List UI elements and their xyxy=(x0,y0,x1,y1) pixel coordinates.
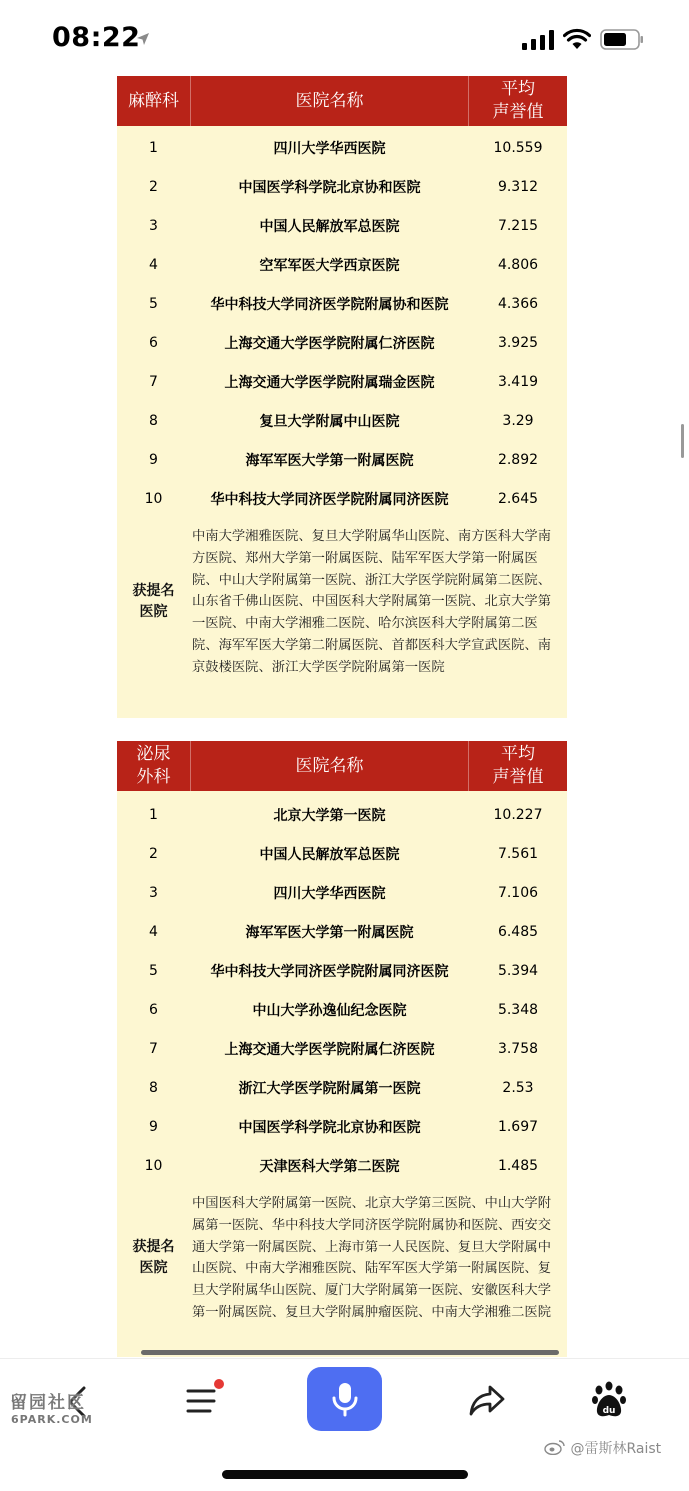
hospital-name-header xyxy=(190,76,469,126)
hospital-cell: 中山大学孙逸仙纪念医院 xyxy=(252,1002,407,1019)
table-row xyxy=(117,834,567,873)
site-watermark-url: 6PARK.COM xyxy=(11,1413,93,1426)
hospital-cell: 华中科技大学同济医学院附属同济医院 xyxy=(210,491,449,508)
rank-cell: 8 xyxy=(149,412,158,429)
nominated-hospitals-text: 中国医科大学附属第一医院、北京大学第三医院、中山大学附属第一医院、华中科技大学同济医学院附属协和医院、西安交通大学第一附属医院、上海市第一人民医院、复旦大学附属中山医院、中南大学湘雅医院、陆军军医大学第一附属医院、复旦大学附属华山医院、厦门大学附属第一医院、安徽医科大学第一附属医院、复旦大学附属肿瘤医院、中南大学湘雅二医院 xyxy=(192,1196,552,1320)
rank-cell: 10 xyxy=(144,490,163,507)
score-cell: 3.29 xyxy=(502,412,534,429)
hospital-cell: 浙江大学医学院附属第一医院 xyxy=(238,1080,421,1097)
weibo-icon xyxy=(544,1439,566,1455)
score-header xyxy=(469,741,567,791)
table-row xyxy=(117,951,567,990)
hospital-cell: 海军军医大学第一附属医院 xyxy=(245,452,414,469)
department-label: 泌尿 外科 xyxy=(136,744,171,787)
rank-cell: 10 xyxy=(144,1157,163,1174)
hospital-cell: 复旦大学附属中山医院 xyxy=(259,413,400,430)
urology-ranking-table xyxy=(117,741,567,1357)
rank-cell: 4 xyxy=(149,923,158,940)
hospital-cell: 华中科技大学同济医学院附属协和医院 xyxy=(210,296,449,313)
site-watermark: 留园社区 xyxy=(10,1393,86,1413)
hospital-name-header-label: 医院名称 xyxy=(295,90,364,111)
rank-cell: 3 xyxy=(149,884,158,901)
rank-cell: 6 xyxy=(149,1001,158,1018)
rank-cell: 5 xyxy=(149,295,158,312)
score-cell: 2.892 xyxy=(497,451,539,468)
score-header-label: 平均 声誉值 xyxy=(492,79,544,122)
home-indicator[interactable] xyxy=(222,1470,468,1479)
table-header xyxy=(117,741,567,791)
share-icon[interactable] xyxy=(468,1383,506,1417)
score-cell: 5.394 xyxy=(497,962,539,979)
rank-cell: 7 xyxy=(149,1040,158,1057)
hospital-cell: 中国医学科学院北京协和医院 xyxy=(238,1119,421,1136)
rank-cell: 2 xyxy=(149,845,158,862)
cellular-signal-icon xyxy=(522,30,554,50)
table-row xyxy=(117,873,567,912)
hospital-cell: 四川大学华西医院 xyxy=(273,885,386,902)
rank-cell: 9 xyxy=(149,1118,158,1135)
table-row xyxy=(117,323,567,362)
battery-icon xyxy=(600,29,644,50)
hospital-cell: 华中科技大学同济医学院附属同济医院 xyxy=(210,963,449,980)
score-cell: 1.485 xyxy=(497,1157,539,1174)
rank-cell: 3 xyxy=(149,217,158,234)
score-cell: 2.645 xyxy=(497,490,539,507)
hospital-cell: 中国人民解放军总医院 xyxy=(259,218,400,235)
hospital-cell: 天津医科大学第二医院 xyxy=(259,1158,400,1175)
rank-cell: 1 xyxy=(149,806,158,823)
table-row xyxy=(117,362,567,401)
microphone-icon xyxy=(330,1381,360,1417)
table-row xyxy=(117,128,567,167)
author-watermark-text: @雷斯林Raist xyxy=(570,1441,662,1457)
score-cell: 4.806 xyxy=(497,256,539,273)
score-cell: 7.215 xyxy=(497,217,539,234)
author-watermark xyxy=(544,1438,661,1458)
rank-cell: 8 xyxy=(149,1079,158,1096)
table-row xyxy=(117,440,567,479)
rank-cell: 4 xyxy=(149,256,158,273)
hospital-cell: 上海交通大学医学院附属仁济医院 xyxy=(224,335,435,352)
score-cell: 5.348 xyxy=(497,1001,539,1018)
score-cell: 7.106 xyxy=(497,884,539,901)
table-row xyxy=(117,990,567,1029)
hospital-cell: 北京大学第一医院 xyxy=(273,807,386,824)
rank-cell: 5 xyxy=(149,962,158,979)
hospital-name-header xyxy=(190,741,469,791)
hospital-cell: 上海交通大学医学院附属瑞金医院 xyxy=(224,374,435,391)
nominated-hospitals-row xyxy=(117,526,567,679)
table-row xyxy=(117,1146,567,1185)
rank-cell: 7 xyxy=(149,373,158,390)
hospital-cell: 海军军医大学第一附属医院 xyxy=(245,924,414,941)
nominated-label: 获提名 医院 xyxy=(132,583,175,621)
hospital-cell: 四川大学华西医院 xyxy=(273,140,386,157)
table-row xyxy=(117,1068,567,1107)
table-row xyxy=(117,479,567,518)
table-row xyxy=(117,401,567,440)
rank-cell: 9 xyxy=(149,451,158,468)
wifi-icon xyxy=(563,28,591,50)
hospital-name-header-label: 医院名称 xyxy=(295,755,364,776)
location-arrow-icon xyxy=(136,32,150,46)
hospital-cell: 中国人民解放军总医院 xyxy=(259,846,400,863)
table-row xyxy=(117,1029,567,1068)
score-cell: 3.758 xyxy=(497,1040,539,1057)
baidu-icon[interactable] xyxy=(592,1381,626,1419)
score-header-label: 平均 声誉值 xyxy=(492,744,544,787)
score-cell: 2.53 xyxy=(502,1079,534,1096)
table-row xyxy=(117,167,567,206)
status-time: 08:22 xyxy=(52,22,141,53)
table-row xyxy=(117,1107,567,1146)
table-row xyxy=(117,284,567,323)
horizontal-scrollbar[interactable] xyxy=(141,1350,559,1355)
score-cell: 3.419 xyxy=(497,373,539,390)
hospital-cell: 空军军医大学西京医院 xyxy=(259,257,400,274)
score-cell: 1.697 xyxy=(497,1118,539,1135)
status-bar xyxy=(0,0,689,76)
notification-dot xyxy=(214,1379,224,1389)
score-cell: 7.561 xyxy=(497,845,539,862)
nominated-hospitals-row xyxy=(117,1193,567,1324)
department-label: 麻醉科 xyxy=(128,90,179,111)
department-header xyxy=(117,76,190,126)
score-cell: 4.366 xyxy=(497,295,539,312)
table-row xyxy=(117,245,567,284)
rank-cell: 1 xyxy=(149,139,158,156)
score-header xyxy=(469,76,567,126)
score-cell: 6.485 xyxy=(497,923,539,940)
table-row xyxy=(117,206,567,245)
table-row xyxy=(117,912,567,951)
score-cell: 3.925 xyxy=(497,334,539,351)
score-cell: 10.227 xyxy=(493,806,543,823)
nominated-label: 获提名 医院 xyxy=(132,1239,175,1277)
svg-text:du: du xyxy=(602,1406,616,1416)
rank-cell: 6 xyxy=(149,334,158,351)
vertical-scrollbar[interactable] xyxy=(681,424,684,458)
nominated-hospitals-text: 中南大学湘雅医院、复旦大学附属华山医院、南方医科大学南方医院、郑州大学第一附属医院、陆军军医大学第一附属医院、中山大学附属第一医院、浙江大学医学院附属第二医院、山东省千佛山医院、中国医科大学附属第一医院、北京大学第一医院、中南大学湘雅二医院、哈尔滨医科大学附属第二医院、海军军医大学第二附属医院、首都医科大学宣武医院、南京鼓楼医院、浙江大学医学院附属第一医院 xyxy=(192,529,552,675)
hospital-cell: 上海交通大学医学院附属仁济医院 xyxy=(224,1041,435,1058)
score-cell: 10.559 xyxy=(493,139,543,156)
menu-icon[interactable] xyxy=(186,1379,226,1419)
score-cell: 9.312 xyxy=(497,178,539,195)
table-row xyxy=(117,795,567,834)
hospital-cell: 中国医学科学院北京协和医院 xyxy=(238,179,421,196)
voice-search-button[interactable] xyxy=(307,1367,382,1431)
department-header xyxy=(117,741,190,791)
rank-cell: 2 xyxy=(149,178,158,195)
table-header xyxy=(117,76,567,126)
anesthesiology-ranking-table xyxy=(117,76,567,718)
